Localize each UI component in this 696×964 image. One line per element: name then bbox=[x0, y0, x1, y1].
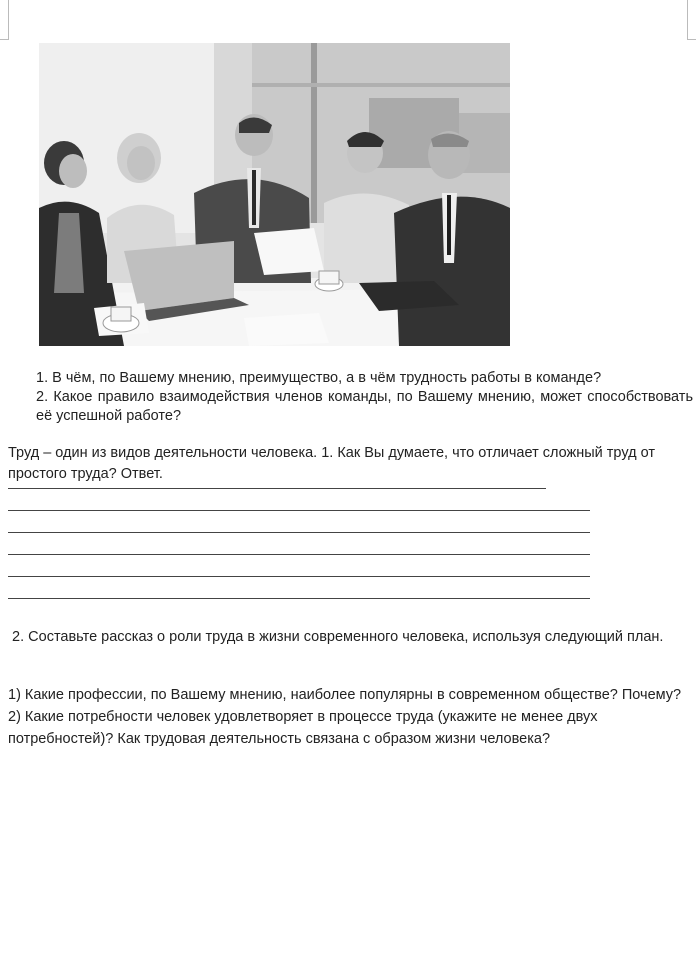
answer-line bbox=[8, 510, 590, 511]
answer-lines bbox=[8, 488, 590, 599]
answer-line bbox=[8, 576, 590, 577]
answer-line bbox=[8, 532, 590, 533]
task-1-text: Труд – один из видов деятельности человека. 1. Как Вы думаете, что отличает сложный труд от простого труда? Ответ. bbox=[8, 445, 655, 482]
discussion-questions bbox=[36, 369, 696, 426]
team-meeting-photo bbox=[39, 43, 510, 346]
answer-line bbox=[8, 554, 590, 555]
page-corner-mark-left bbox=[0, 0, 9, 40]
answer-line bbox=[8, 598, 590, 599]
task-2-heading: 2. Составьте рассказ о роли труда в жизни современного человека, используя следующий план. bbox=[8, 629, 664, 645]
page-corner-mark-right bbox=[687, 0, 696, 40]
question-1: 1. В чём, по Вашему мнению, преимущество, а в чём трудность работы в команде? bbox=[36, 370, 602, 386]
task-2-plan: 1) Какие профессии, по Вашему мнению, наиболее популярны в современном обществе? Почему? 2) Какие потребности человек удовлетворяет в процессе труда (укажите не менее двух потребностей)? Как трудовая деятельность связана с образом жизни человека? bbox=[8, 687, 682, 747]
answer-line bbox=[8, 488, 546, 489]
question-2: 2. Какое правило взаимодействия членов команды, по Вашему мнению, может способствовать её успешной работе? bbox=[36, 389, 693, 424]
